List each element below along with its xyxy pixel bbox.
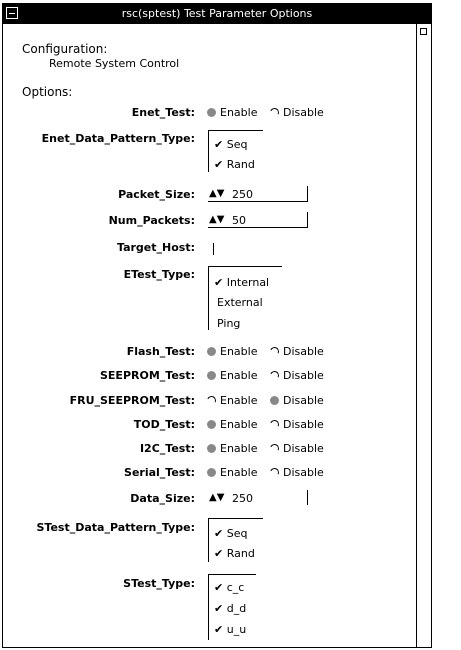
packet-size-value: 250 [232,188,253,201]
num-packets-value: 50 [232,214,246,227]
tod-test-disable-label: Disable [283,418,324,431]
target-host-label: Target_Host: [117,241,195,254]
flash-test-disable-label: Disable [283,345,324,358]
check-icon: ✔ [214,158,224,171]
enet-pattern-seq-checkbox[interactable] [214,138,247,151]
seeprom-test-disable-label: Disable [283,369,324,382]
etest-internal-checkbox[interactable] [214,276,269,289]
enet-pattern-rand-checkbox[interactable] [214,158,255,171]
stest-pattern-seq-label: Seq [226,527,248,540]
flash-test-disable-radio[interactable] [269,346,281,358]
configuration-value: Remote System Control [49,57,180,70]
options-panel [3,24,416,647]
serial-test-enable-radio[interactable] [207,468,216,477]
i2c-test-disable-radio[interactable] [269,443,281,455]
enet-pattern-seq-label: Seq [226,138,248,151]
stest-pattern-rand-label: Rand [226,547,255,560]
fru-seeprom-test-label: FRU_SEEPROM_Test: [69,394,195,407]
etest-ping-label: Ping [217,317,241,330]
data-size-label: Data_Size: [130,492,195,505]
etest-external-label: External [217,296,263,309]
target-host-input[interactable] [213,243,214,255]
stest-type-dd-label: d_d [226,602,247,615]
enet-test-label: Enet_Test: [131,106,195,119]
tod-test-enable-radio[interactable] [207,420,216,429]
data-size-spinner-icon[interactable]: ▲▼ [209,492,225,503]
serial-test-label: Serial_Test: [124,466,195,479]
i2c-test-disable-label: Disable [283,442,324,455]
seeprom-test-label: SEEPROM_Test: [100,369,195,382]
i2c-test-label: I2C_Test: [139,442,195,455]
configuration-heading: Configuration: [22,42,108,56]
stest-pattern-rand-checkbox[interactable] [214,547,255,560]
test-parameter-window [2,3,432,648]
options-heading: Options: [22,85,73,99]
title-bar [3,4,431,24]
serial-test-disable-label: Disable [283,466,324,479]
stest-pattern-seq-checkbox[interactable] [214,527,247,540]
flash-test-enable-radio[interactable] [207,347,216,356]
i2c-test-enable-radio[interactable] [207,444,216,453]
window-title: rsc(sptest) Test Parameter Options [121,7,313,20]
stest-type-dd-checkbox[interactable] [214,602,246,615]
check-icon: ✔ [214,547,224,560]
check-icon: ✔ [214,623,224,636]
packet-size-spinner-icon[interactable]: ▲▼ [209,188,225,199]
stest-type-uu-checkbox[interactable] [214,623,246,636]
fru-seeprom-test-disable-radio[interactable] [270,396,279,405]
i2c-test-enable-label: Enable [220,442,258,455]
serial-test-enable-label: Enable [220,466,258,479]
num-packets-label: Num_Packets: [108,214,195,227]
fru-seeprom-test-disable-label: Disable [283,394,324,407]
flash-test-enable-label: Enable [220,345,258,358]
seeprom-test-enable-radio[interactable] [207,371,216,380]
etest-type-label: ETest_Type: [123,268,195,281]
tod-test-enable-label: Enable [220,418,258,431]
tod-test-label: TOD_Test: [133,418,195,431]
stest-data-pattern-type-label: STest_Data_Pattern_Type: [36,521,195,534]
check-icon: ✔ [214,527,224,540]
enet-test-disable-label: Disable [283,106,324,119]
check-icon: ✔ [214,602,224,615]
stest-type-cc-checkbox[interactable] [214,581,244,594]
fru-seeprom-test-enable-radio[interactable] [206,395,218,407]
enet-pattern-rand-label: Rand [226,158,255,171]
check-icon: ✔ [214,276,224,289]
scroll-up-icon[interactable] [420,28,427,35]
etest-external-checkbox[interactable] [217,296,263,309]
serial-test-disable-radio[interactable] [269,467,281,479]
etest-internal-label: Internal [226,276,270,289]
enet-test-disable-radio[interactable] [269,107,281,119]
stest-type-label: STest_Type: [123,577,195,590]
enet-test-enable-label: Enable [220,106,258,119]
enet-data-pattern-type-label: Enet_Data_Pattern_Type: [41,132,195,145]
etest-ping-checkbox[interactable] [217,317,240,330]
num-packets-spinner-icon[interactable]: ▲▼ [209,214,225,225]
vertical-scrollbar[interactable] [416,24,431,647]
check-icon: ✔ [214,138,224,151]
flash-test-label: Flash_Test: [126,345,195,358]
seeprom-test-enable-label: Enable [220,369,258,382]
stest-type-cc-label: c_c [226,581,245,594]
packet-size-label: Packet_Size: [118,188,195,201]
seeprom-test-disable-radio[interactable] [269,370,281,382]
enet-test-enable-radio[interactable] [207,108,216,117]
stest-type-uu-label: u_u [226,623,247,636]
data-size-value: 250 [232,492,253,505]
fru-seeprom-test-enable-label: Enable [220,394,258,407]
tod-test-disable-radio[interactable] [269,419,281,431]
window-menu-icon[interactable] [6,7,18,19]
check-icon: ✔ [214,581,224,594]
